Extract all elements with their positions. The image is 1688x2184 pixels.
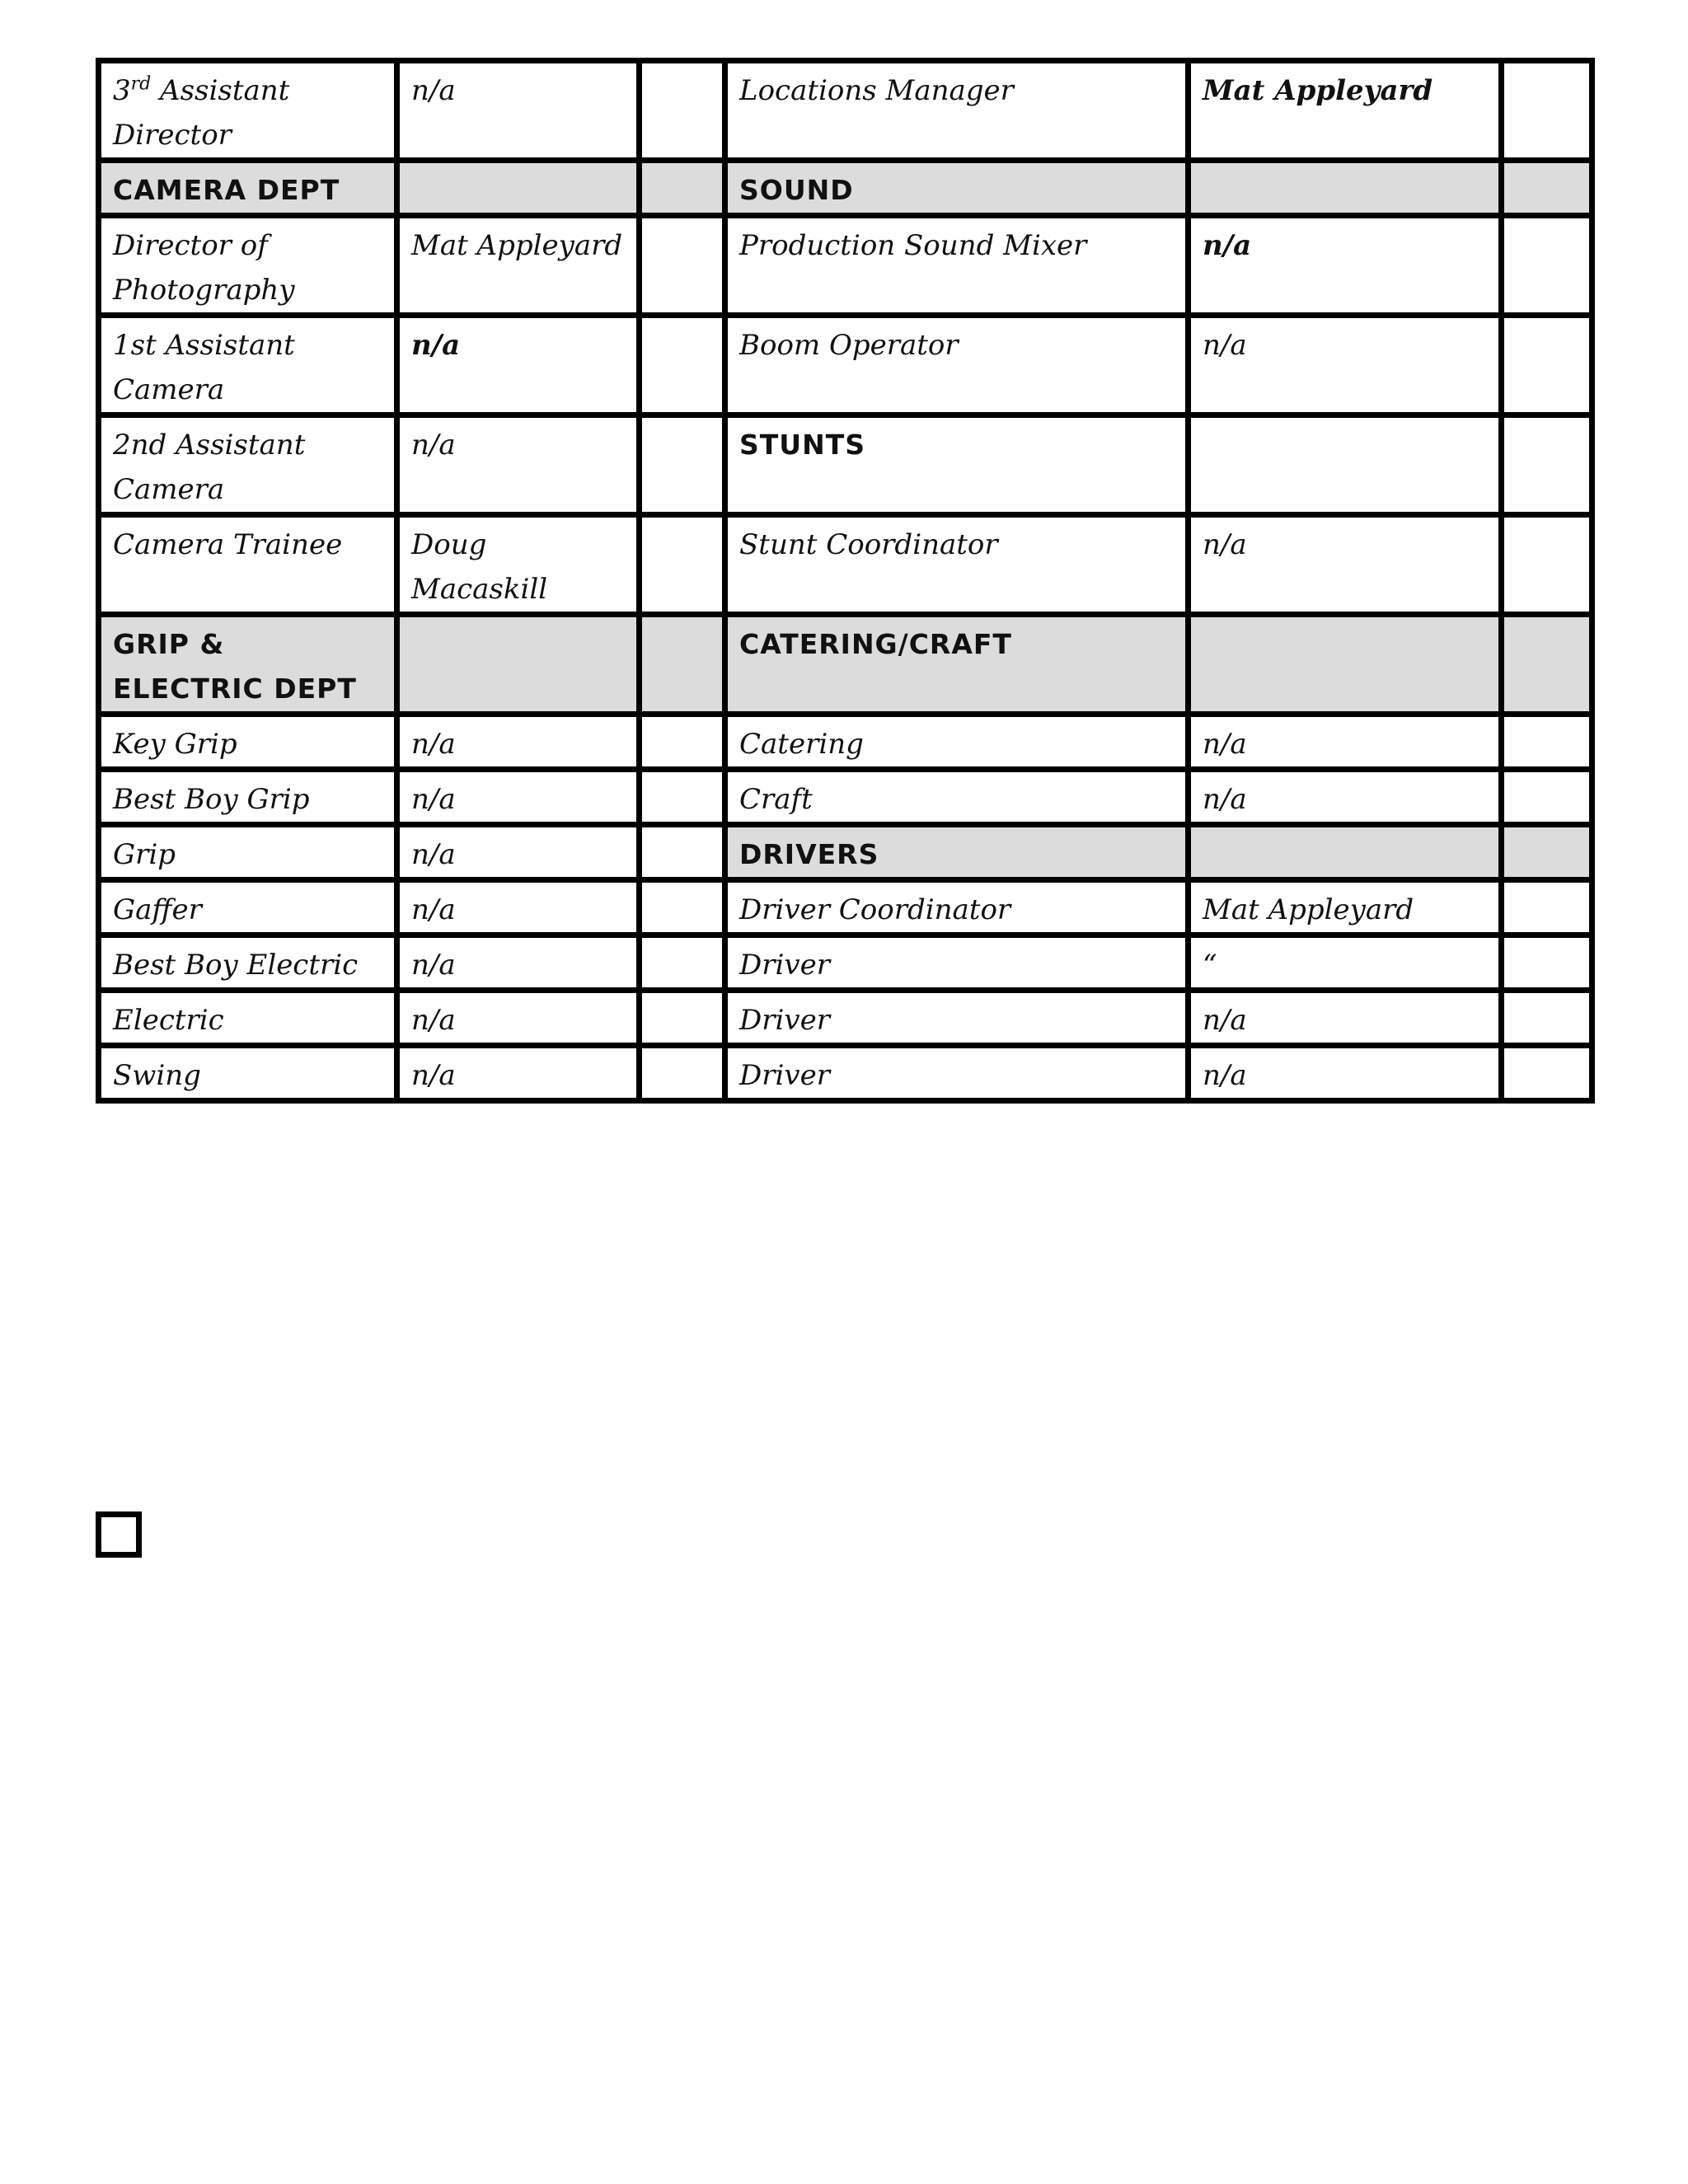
name-cell: n/a xyxy=(397,825,640,880)
check-cell[interactable] xyxy=(640,991,725,1046)
department-header: CAMERA DEPT xyxy=(99,161,397,216)
name-cell: n/a xyxy=(1189,1046,1502,1101)
role-cell: Driver xyxy=(725,935,1189,991)
check-cell[interactable] xyxy=(1502,770,1592,825)
empty-cell xyxy=(640,615,725,715)
check-cell[interactable] xyxy=(1502,935,1592,991)
role-cell: 1st Assistant Camera xyxy=(99,316,397,415)
name-cell: n/a xyxy=(1189,216,1502,316)
name-cell: “ xyxy=(1189,935,1502,991)
table-row xyxy=(99,61,1592,161)
table-row xyxy=(99,615,1592,715)
check-cell[interactable] xyxy=(640,825,725,880)
table-row xyxy=(99,415,1592,515)
role-cell: Driver xyxy=(725,991,1189,1046)
check-cell[interactable] xyxy=(640,880,725,935)
name-cell: n/a xyxy=(397,935,640,991)
role-cell: Driver Coordinator xyxy=(725,880,1189,935)
table-row xyxy=(99,216,1592,316)
role-cell: Grip xyxy=(99,825,397,880)
table-row xyxy=(99,880,1592,935)
role-cell: Best Boy Electric xyxy=(99,935,397,991)
name-cell: Mat Appleyard xyxy=(1189,61,1502,161)
role-cell: Catering xyxy=(725,715,1189,770)
name-cell: n/a xyxy=(1189,770,1502,825)
name-cell: n/a xyxy=(1189,515,1502,615)
check-cell[interactable] xyxy=(1502,216,1592,316)
empty-cell xyxy=(1502,825,1592,880)
role-cell: Swing xyxy=(99,1046,397,1101)
empty-cell xyxy=(1502,615,1592,715)
role-cell: Boom Operator xyxy=(725,316,1189,415)
empty-cell xyxy=(1502,161,1592,216)
table-row xyxy=(99,935,1592,991)
role-cell: Camera Trainee xyxy=(99,515,397,615)
role-cell: Craft xyxy=(725,770,1189,825)
table-row xyxy=(99,515,1592,615)
name-cell: Doug Macaskill xyxy=(397,515,640,615)
check-cell[interactable] xyxy=(640,415,725,515)
name-cell: n/a xyxy=(1189,316,1502,415)
name-cell: n/a xyxy=(397,1046,640,1101)
table-row xyxy=(99,161,1592,216)
name-cell: n/a xyxy=(397,991,640,1046)
role-cell: Key Grip xyxy=(99,715,397,770)
table-row xyxy=(99,991,1592,1046)
role-cell: Locations Manager xyxy=(725,61,1189,161)
department-header: GRIP & ELECTRIC DEPT xyxy=(99,615,397,715)
name-cell: n/a xyxy=(397,316,640,415)
department-header: STUNTS xyxy=(725,415,1189,515)
name-cell: n/a xyxy=(1189,715,1502,770)
name-cell: n/a xyxy=(397,770,640,825)
empty-cell xyxy=(1189,825,1502,880)
table-row xyxy=(99,770,1592,825)
check-cell[interactable] xyxy=(1502,415,1592,515)
role-cell: Best Boy Grip xyxy=(99,770,397,825)
check-cell[interactable] xyxy=(640,515,725,615)
role-cell: 3rd Assistant Director xyxy=(99,61,397,161)
empty-cell xyxy=(397,615,640,715)
checkbox[interactable] xyxy=(96,1511,142,1558)
check-cell[interactable] xyxy=(640,935,725,991)
department-header: DRIVERS xyxy=(725,825,1189,880)
check-cell[interactable] xyxy=(640,1046,725,1101)
check-cell[interactable] xyxy=(640,216,725,316)
role-cell: Stunt Coordinator xyxy=(725,515,1189,615)
check-cell[interactable] xyxy=(640,316,725,415)
table-row xyxy=(99,316,1592,415)
check-cell[interactable] xyxy=(1502,515,1592,615)
name-cell: n/a xyxy=(397,880,640,935)
check-cell[interactable] xyxy=(1502,880,1592,935)
empty-cell xyxy=(1189,615,1502,715)
name-cell: n/a xyxy=(397,415,640,515)
table-row xyxy=(99,1046,1592,1101)
role-cell: 2nd Assistant Camera xyxy=(99,415,397,515)
name-cell: n/a xyxy=(397,61,640,161)
role-cell: Electric xyxy=(99,991,397,1046)
department-header: SOUND xyxy=(725,161,1189,216)
role-cell: Driver xyxy=(725,1046,1189,1101)
check-cell[interactable] xyxy=(1502,1046,1592,1101)
role-cell: Gaffer xyxy=(99,880,397,935)
empty-cell xyxy=(640,161,725,216)
empty-cell xyxy=(397,161,640,216)
empty-cell xyxy=(1189,415,1502,515)
name-cell: Mat Appleyard xyxy=(397,216,640,316)
check-cell[interactable] xyxy=(640,770,725,825)
name-cell: n/a xyxy=(1189,991,1502,1046)
table-row xyxy=(99,715,1592,770)
department-header: CATERING/CRAFT xyxy=(725,615,1189,715)
check-cell[interactable] xyxy=(1502,61,1592,161)
check-cell[interactable] xyxy=(1502,715,1592,770)
check-cell[interactable] xyxy=(1502,316,1592,415)
name-cell: n/a xyxy=(397,715,640,770)
table-row xyxy=(99,825,1592,880)
crew-list-table xyxy=(96,58,1595,1104)
check-cell[interactable] xyxy=(640,715,725,770)
check-cell[interactable] xyxy=(640,61,725,161)
role-cell: Production Sound Mixer xyxy=(725,216,1189,316)
empty-cell xyxy=(1189,161,1502,216)
name-cell: Mat Appleyard xyxy=(1189,880,1502,935)
check-cell[interactable] xyxy=(1502,991,1592,1046)
role-cell: Director of Photography xyxy=(99,216,397,316)
